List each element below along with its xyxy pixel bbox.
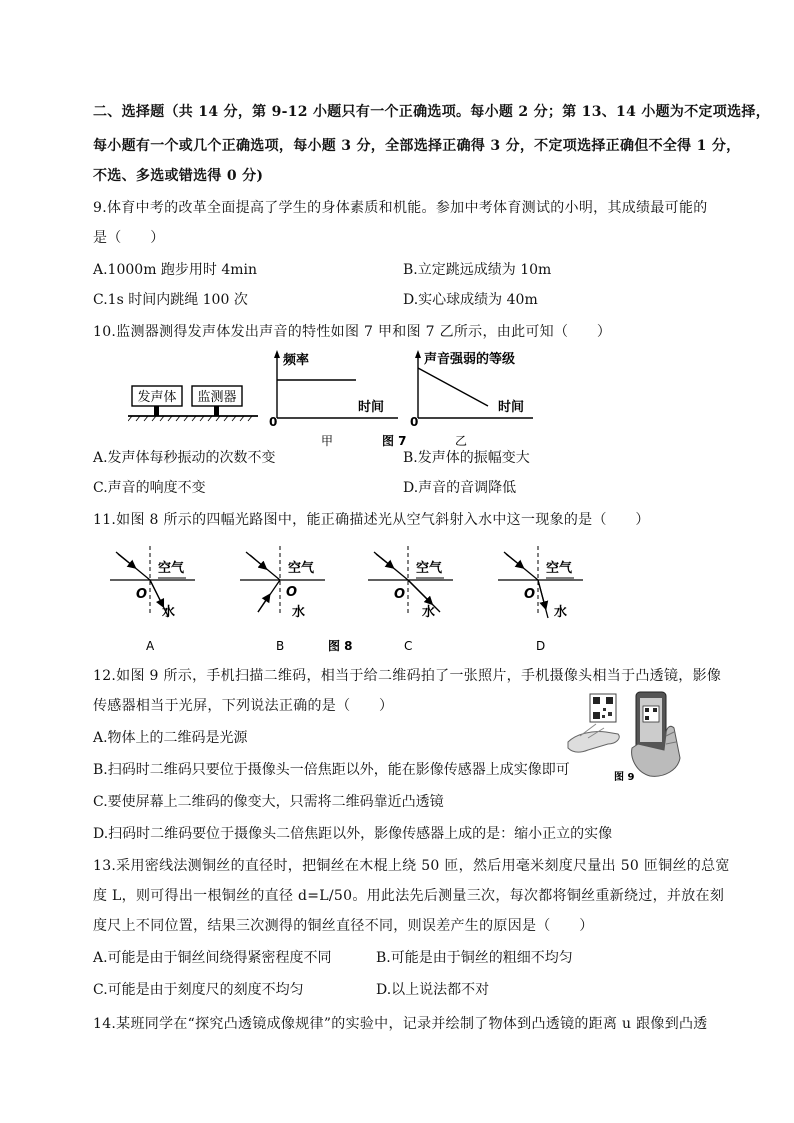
svg-text:O: O <box>394 587 406 602</box>
q12-option-b: B.扫码时二维码只要位于摄像头一倍焦距以外，能在影像传感器上成实像即可 <box>93 762 570 778</box>
figure-7 <box>128 348 548 450</box>
q12-stem-line2: 传感器相当于光屏，下列说法正确的是（ ） <box>93 698 394 714</box>
q9-option-b: B.立定跳远成绩为 10m <box>403 262 552 278</box>
q11-stem: 11.如图 8 所示的四幅光路图中，能正确描述光从空气斜射入水中这一现象的是（ ） <box>93 512 650 528</box>
section-heading-line1: 二、选择题（共 14 分，第 9-12 小题只有一个正确选项。每小题 2 分；第 13、14 小题为不定项选择， <box>93 104 771 120</box>
figure-8 <box>100 540 600 654</box>
q13-option-c: C.可能是由于刻度尺的刻度不均匀 <box>93 982 304 998</box>
label-c: C <box>404 639 413 653</box>
q9-stem-line2: 是（ ） <box>93 230 165 246</box>
q10-option-b: B.发声体的振幅变大 <box>403 450 530 466</box>
svg-text:水: 水 <box>162 605 176 620</box>
sound-source-post <box>154 406 159 416</box>
figure-7-caption: 图 7 <box>382 434 407 448</box>
q10-option-a: A.发声体每秒振动的次数不变 <box>93 450 276 466</box>
sound-source-label: 发声体 <box>137 390 177 405</box>
svg-text:水: 水 <box>554 605 568 620</box>
svg-text:空气: 空气 <box>158 561 185 576</box>
svg-text:空气: 空气 <box>288 561 315 576</box>
label-d: D <box>536 639 546 653</box>
svg-text:空气: 空气 <box>546 561 573 576</box>
graph2-caption: 乙 <box>455 434 468 448</box>
q13-stem-line1: 13.采用密线法测铜丝的直径时，把铜丝在木棍上绕 50 匝，然后用毫米刻度尺量出 50 匝铜丝的总宽 <box>93 858 730 874</box>
qr-code-image <box>590 694 616 722</box>
q9-option-a: A.1000m 跑步用时 4min <box>93 262 258 278</box>
q9-option-c: C.1s 时间内跳绳 100 次 <box>93 292 248 308</box>
graph2-loudness-line <box>418 368 488 406</box>
graph1-caption: 甲 <box>321 434 334 448</box>
q13-option-a: A.可能是由于铜丝间绕得紧密程度不同 <box>93 950 332 966</box>
graph1-origin: 0 <box>269 415 278 429</box>
q12-option-c: C.要使屏幕上二维码的像变大，只需将二维码靠近凸透镜 <box>93 794 444 810</box>
q12-stem-line1: 12.如图 9 所示，手机扫描二维码，相当于给二维码拍了一张照片，手机摄像头相当于凸透镜，影像 <box>93 668 722 684</box>
label-a: A <box>146 639 155 653</box>
q13-stem-line3: 度尺上不同位置，结果三次测得的铜丝直径不同，则误差产生的原因是（ ） <box>93 918 594 934</box>
svg-text:O: O <box>136 587 148 602</box>
light-path-d <box>498 546 583 653</box>
q12-option-a: A.物体上的二维码是光源 <box>93 730 248 746</box>
figure-8-caption: 图 8 <box>328 639 353 653</box>
light-path-b <box>240 546 325 653</box>
monitor-label: 监测器 <box>197 390 237 405</box>
q12-option-d: D.扫码时二维码要位于摄像头二倍焦距以外，影像传感器上成的是：缩小正立的实像 <box>93 826 613 842</box>
q10-stem: 10.监测器测得发声体发出声音的特性如图 7 甲和图 7 乙所示，由此可知（ ） <box>93 324 612 340</box>
graph1-y-label: 频率 <box>283 353 310 368</box>
light-path-a <box>110 546 195 653</box>
figure-9-caption: 图 9 <box>614 772 635 783</box>
q13-stem-line2: 度 L，则可得出一根铜丝的直径 d=L/50。用此法先后测量三次，每次都将铜丝重新绕过，并放在刻 <box>93 888 725 904</box>
graph2-origin: 0 <box>410 415 419 429</box>
monitor-post <box>214 406 219 416</box>
label-b: B <box>276 639 285 653</box>
graph1-x-label: 时间 <box>358 400 385 415</box>
figure-9 <box>566 688 696 792</box>
q9-stem-line1: 9.体育中考的改革全面提高了学生的身体素质和机能。参加中考体育测试的小明，其成绩最可能的 <box>93 200 708 216</box>
svg-text:空气: 空气 <box>416 561 443 576</box>
svg-text:水: 水 <box>292 605 306 620</box>
q13-option-d: D.以上说法都不对 <box>376 982 490 998</box>
q14-stem-line1: 14.某班同学在“探究凸透镜成像规律”的实验中，记录并绘制了物体到凸透镜的距离 u 跟像到凸透 <box>93 1016 708 1032</box>
q10-option-c: C.声音的响度不变 <box>93 480 206 496</box>
light-path-c <box>368 546 453 653</box>
q13-option-b: B.可能是由于铜丝的粗细不均匀 <box>376 950 573 966</box>
graph2-x-label: 时间 <box>498 400 525 415</box>
svg-text:水: 水 <box>422 605 436 620</box>
section-heading-line2: 每小题有一个或几个正确选项，每小题 3 分，全部选择正确得 3 分，不定项选择正确但不全得 1 分， <box>93 138 741 154</box>
q10-option-d: D.声音的音调降低 <box>403 480 517 496</box>
svg-text:O: O <box>524 587 536 602</box>
q9-option-d: D.实心球成绩为 40m <box>403 292 538 308</box>
svg-text:O: O <box>286 585 298 600</box>
graph2-y-label: 声音强弱的等级 <box>424 352 516 367</box>
section-heading-line3: 不选、多选或错选得 0 分) <box>93 168 264 184</box>
